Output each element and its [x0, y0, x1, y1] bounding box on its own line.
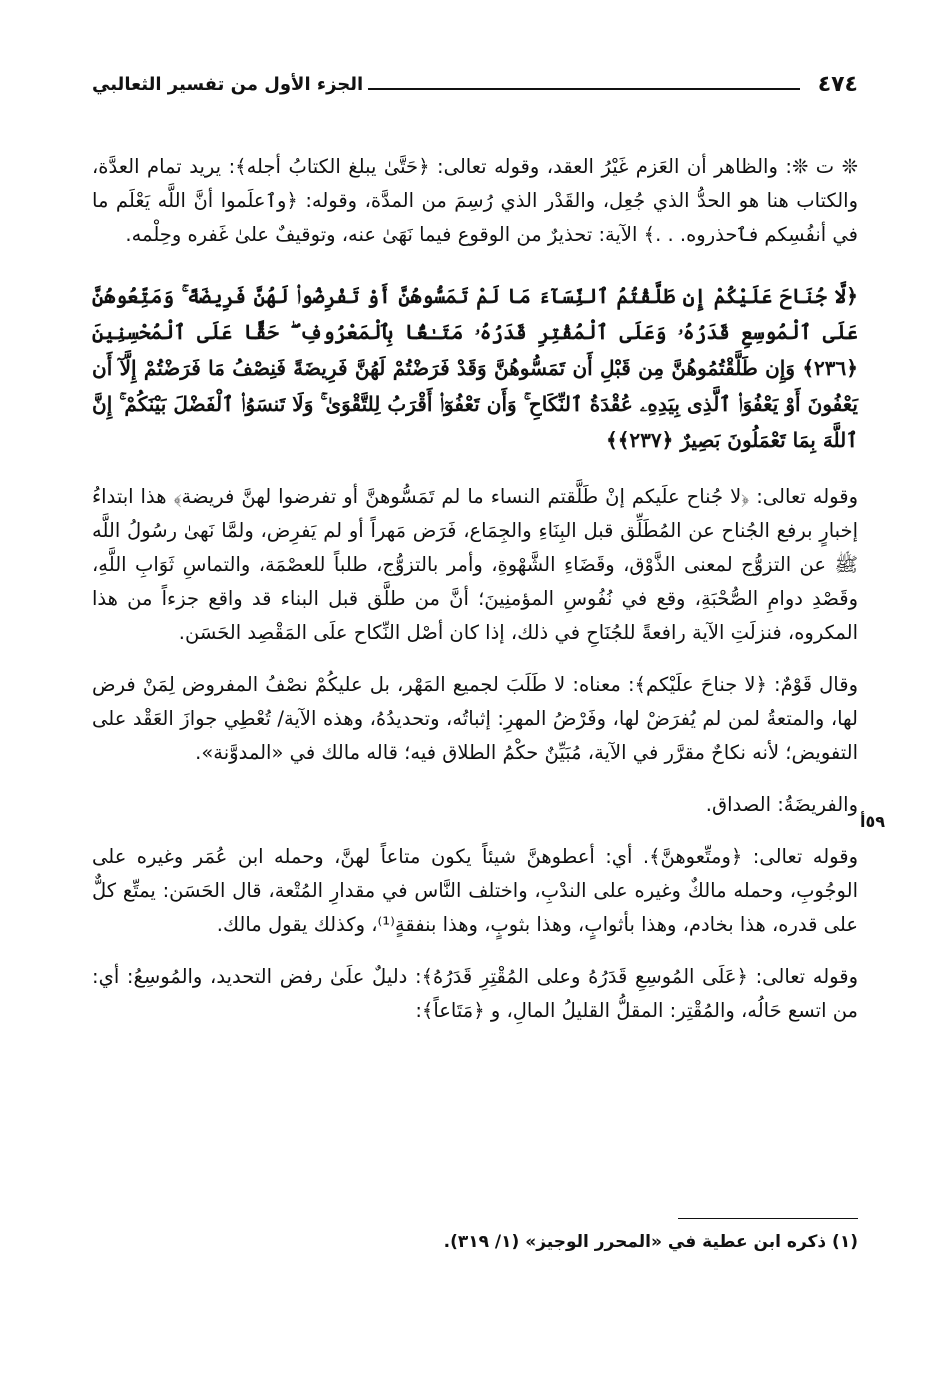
paragraph-1: ❊ ت ❊: والظاهر أن العَزم غَيْرُ العقد، وقوله تعالى: ﴿حَتَّىٰ يبلغ الكتابُ أجله﴾: يريد تمام العدَّة، والكتاب هنا هو الحدُّ الذي جُعِل، والقَدْر الذي رُسِمَ من المدَّة، وقوله: ﴿وٱعلَموا أنَّ اللَّه يَعْلَم ما في أنفُسِكم فٱحذروه. . .﴾ الآية: تحذيرٌ من الوقوع فيما نَهَىٰ عنه، وتوقيفٌ علىٰ غَفره وحِلْمه.	[92, 155, 858, 246]
paragraph-4: وقال قَوْمٌ: ﴿لا جناحَ علَيْكم﴾: معناه: لا طَلَبَ لجميع المَهْر، بل عليكُمْ نصْفُ المفروض لِمَنْ فرض لها، والمتعةُ لمن لم يُفرَضْ لها، وفَرْضُ المهرِ: إثباتُه، وتحديدُهُ، وهذه الآية/ تُعْطِي جوازَ العَقْد على التفويض؛ لأنه نكاحٌ مقرَّر في الآية، مُبَيِّنٌ حكْمُ الطلاق فيه؛ قاله مالك في «المدوَّنة».	[92, 673, 858, 764]
paragraph-3: وقوله تعالى: ﴿لا جُناح علَيكم إنْ طَلَّقتم النساء ما لم تَمَسُّوهنَّ أو تفرضوا لهنَّ فريضة﴾ هذا ابتداءُ إخبارٍ برفع الجُناح عن المُطَلِّق قبل البِنَاءِ والجِمَاع، فَرَض مَهراً أو لم يَفرِض، ولمَّا نَهىٰ رسُولُ اللَّه ﷺ عن التزوُّج لمعنى الذَّوْق، وقَضَاءِ الشَّهْوةِ، وأمر بالتزوُّج، طلباً للعصْمَة، والتماسِ ثَوَابِ اللَّهِ، وقَصْدِ دوامِ الصُّحْبَةِ، وقع في نُفُوسِ المؤمنِينَ؛ أنَّ من طلَّق قبل البناء قد واقع جزءاً من هذا المكروه، فنزلَتِ الآية رافعةً للجُنَاحِ في ذلك، إذا كان أصْل النِّكاح علَى المَقْصِد الحَسَن.	[92, 485, 858, 644]
paragraph-6: وقوله تعالى: ﴿ومتِّعوهنَّ﴾. أي: أعطوهنَّ شيئاً يكون متاعاً لهنَّ، وحمله ابن عُمَر وغيره على الوجُوبِ، وحمله مالكٌ وغيره على الندْبِ، واختلف النَّاس في مقدارِ المُتْعة، قال الحَسَن: يمتِّع كلٌّ على قدره، هذا بخادم، وهذا بأثوابٍ، وهذا بثوبٍ، وهذا بنفقةٍ⁽¹⁾، وكذلك يقول مالك.	[92, 845, 858, 936]
page-number: ٤٧٤	[817, 72, 858, 97]
quran-verse: ﴿لَّا جُنَاحَ عَلَيْكُمْ إِن طَلَّقْتُمُ ٱلنِّسَآءَ مَا لَمْ تَمَسُّوهُنَّ أَوْ تَفْرِضُوا۟ لَهُنَّ فَرِيضَةً ۚ وَمَتِّعُوهُنَّ عَلَى ٱلْمُوسِعِ قَدَرُهُۥ وَعَلَى ٱلْمُقْتِرِ قَدَرُهُۥ مَتَـٰعًۢا بِٱلْمَعْرُوفِ ۖ حَقًّا عَلَى ٱلْمُحْسِنِينَ ﴿٢٣٦﴾ وَإِن طَلَّقْتُمُوهُنَّ مِن قَبْلِ أَن تَمَسُّوهُنَّ وَقَدْ فَرَضْتُمْ لَهُنَّ فَرِيضَةً فَنِصْفُ مَا فَرَضْتُمْ إِلَّآ أَن يَعْفُونَ أَوْ يَعْفُوَا۟ ٱلَّذِى بِيَدِهِۦ عُقْدَةُ ٱلنِّكَاحِ ۚ وَأَن تَعْفُوٓا۟ أَقْرَبُ لِلتَّقْوَىٰ ۚ وَلَا تَنسَوُا۟ ٱلْفَضْلَ بَيْنَكُمْ ۚ إِنَّ ٱللَّهَ بِمَا تَعْمَلُونَ بَصِيرٌ ﴿٢٣٧﴾﴾	[92, 284, 858, 452]
paragraph-5: والفريضَةُ: الصداق.	[705, 793, 858, 816]
running-title: الجزء الأول من تفسير الثعالبي	[92, 74, 364, 95]
paragraph-7: وقوله تعالى: ﴿عَلَى المُوسِعِ قَدَرُهُ وعلى المُقْتِرِ قَدَرُهُ﴾: دليلٌ علَىٰ رفض التحديد، والمُوسِعُ: أي: من اتسع حَالُه، والمُقْتِر: المقلُّ القليلُ المالِ، و ﴿مَتَاعاً﴾:	[92, 965, 858, 1022]
running-header	[92, 70, 858, 104]
footnote-rule	[678, 1218, 858, 1219]
header-rule	[368, 88, 800, 90]
page	[92, 70, 858, 1028]
manuscript-folio-note: ٥٩أ	[860, 812, 886, 831]
footnote: (١) ذكره ابن عطية في «المحرر الوجيز» (١/ ٣١٩).	[443, 1232, 858, 1252]
